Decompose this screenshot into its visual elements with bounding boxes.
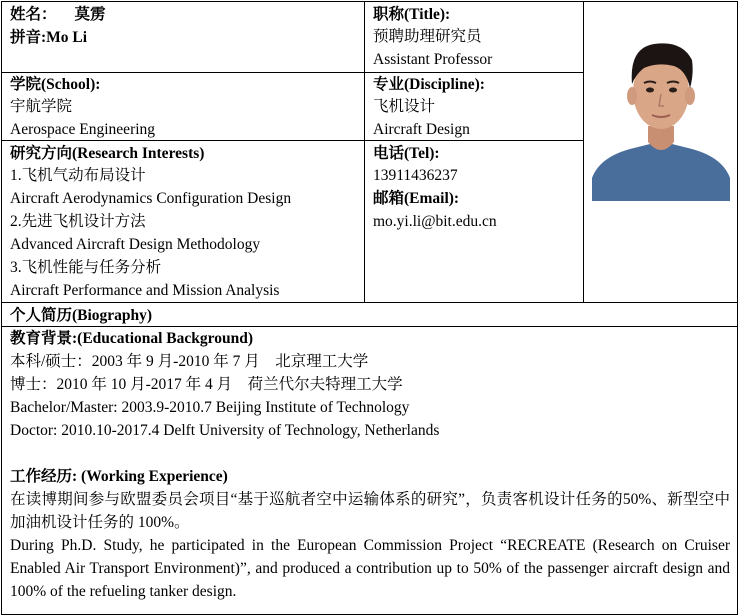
discipline-en: Aircraft Design	[373, 121, 470, 138]
school-en: Aerospace Engineering	[10, 121, 156, 138]
education-line: 博士：2010 年 10 月-2017 年 4 月 荷兰代尔夫特理工大学	[10, 376, 403, 393]
portrait-photo	[592, 18, 730, 201]
email-value: mo.yi.li@bit.edu.cn	[373, 213, 497, 230]
title-en: Assistant Professor	[373, 51, 493, 68]
education-line: Doctor: 2010.10-2017.4 Delft University of Technology, Netherlands	[10, 422, 440, 439]
name-row	[10, 3, 106, 26]
education-line: Bachelor/Master: 2003.9-2010.7 Beijing Institute of Technology	[10, 399, 410, 416]
tel-label: 电话(Tel):	[373, 145, 440, 162]
work-description-en: During Ph.D. Study, he participated in the European Commission Project “RECREATE (Research on Cruiser Enabled Air Transport Environment)”, and produced a contribution up to 50% of the passenger aircraft design and 100% of the refueling tanker design.	[10, 537, 730, 600]
research-item: Aircraft Aerodynamics Configuration Design	[10, 190, 292, 207]
school-label: 学院(School):	[10, 76, 101, 93]
column-divider-1	[364, 1, 365, 302]
discipline-label: 专业(Discipline):	[373, 76, 485, 93]
research-item: 1.飞机气动布局设计	[10, 167, 146, 184]
work-description-cn: 在读博期间参与欧盟委员会项目“基于巡航者空中运输体系的研究”，负责客机设计任务的50%、新型空中加油机设计任务的 100%。	[10, 491, 730, 531]
biography-header: 个人简历(Biography)	[10, 307, 153, 324]
research-item: 2.先进飞机设计方法	[10, 213, 146, 230]
title-label: 职称(Title):	[373, 6, 451, 23]
education-heading: 教育背景:(Educational Background)	[10, 330, 254, 347]
research-item: 3.飞机性能与任务分析	[10, 259, 162, 276]
research-item: Aircraft Performance and Mission Analysis	[10, 282, 280, 299]
row-divider-3	[1, 302, 738, 303]
tel-value: 13911436237	[373, 167, 458, 184]
school-cn: 宇航学院	[10, 98, 73, 115]
pinyin-row	[10, 26, 87, 49]
border-left	[1, 1, 2, 615]
research-label: 研究方向(Research Interests)	[10, 145, 205, 162]
education-line: 本科/硕士：2003 年 9 月-2010 年 7 月 北京理工大学	[10, 353, 369, 370]
title-cn: 预聘助理研究员	[373, 28, 482, 45]
border-top	[1, 1, 738, 2]
email-label: 邮箱(Email):	[373, 190, 460, 207]
pinyin-label: 拼音:	[10, 29, 47, 46]
research-item: Advanced Aircraft Design Methodology	[10, 236, 261, 253]
name-label: 姓名：	[10, 6, 57, 23]
name-value: 莫雳	[74, 6, 106, 23]
column-divider-2	[583, 1, 584, 302]
border-right	[737, 1, 738, 615]
pinyin-value: Mo Li	[46, 29, 88, 46]
discipline-cn: 飞机设计	[373, 98, 436, 115]
border-bottom	[1, 614, 738, 615]
work-heading: 工作经历: (Working Experience)	[10, 468, 228, 485]
portrait-icon	[592, 18, 730, 201]
